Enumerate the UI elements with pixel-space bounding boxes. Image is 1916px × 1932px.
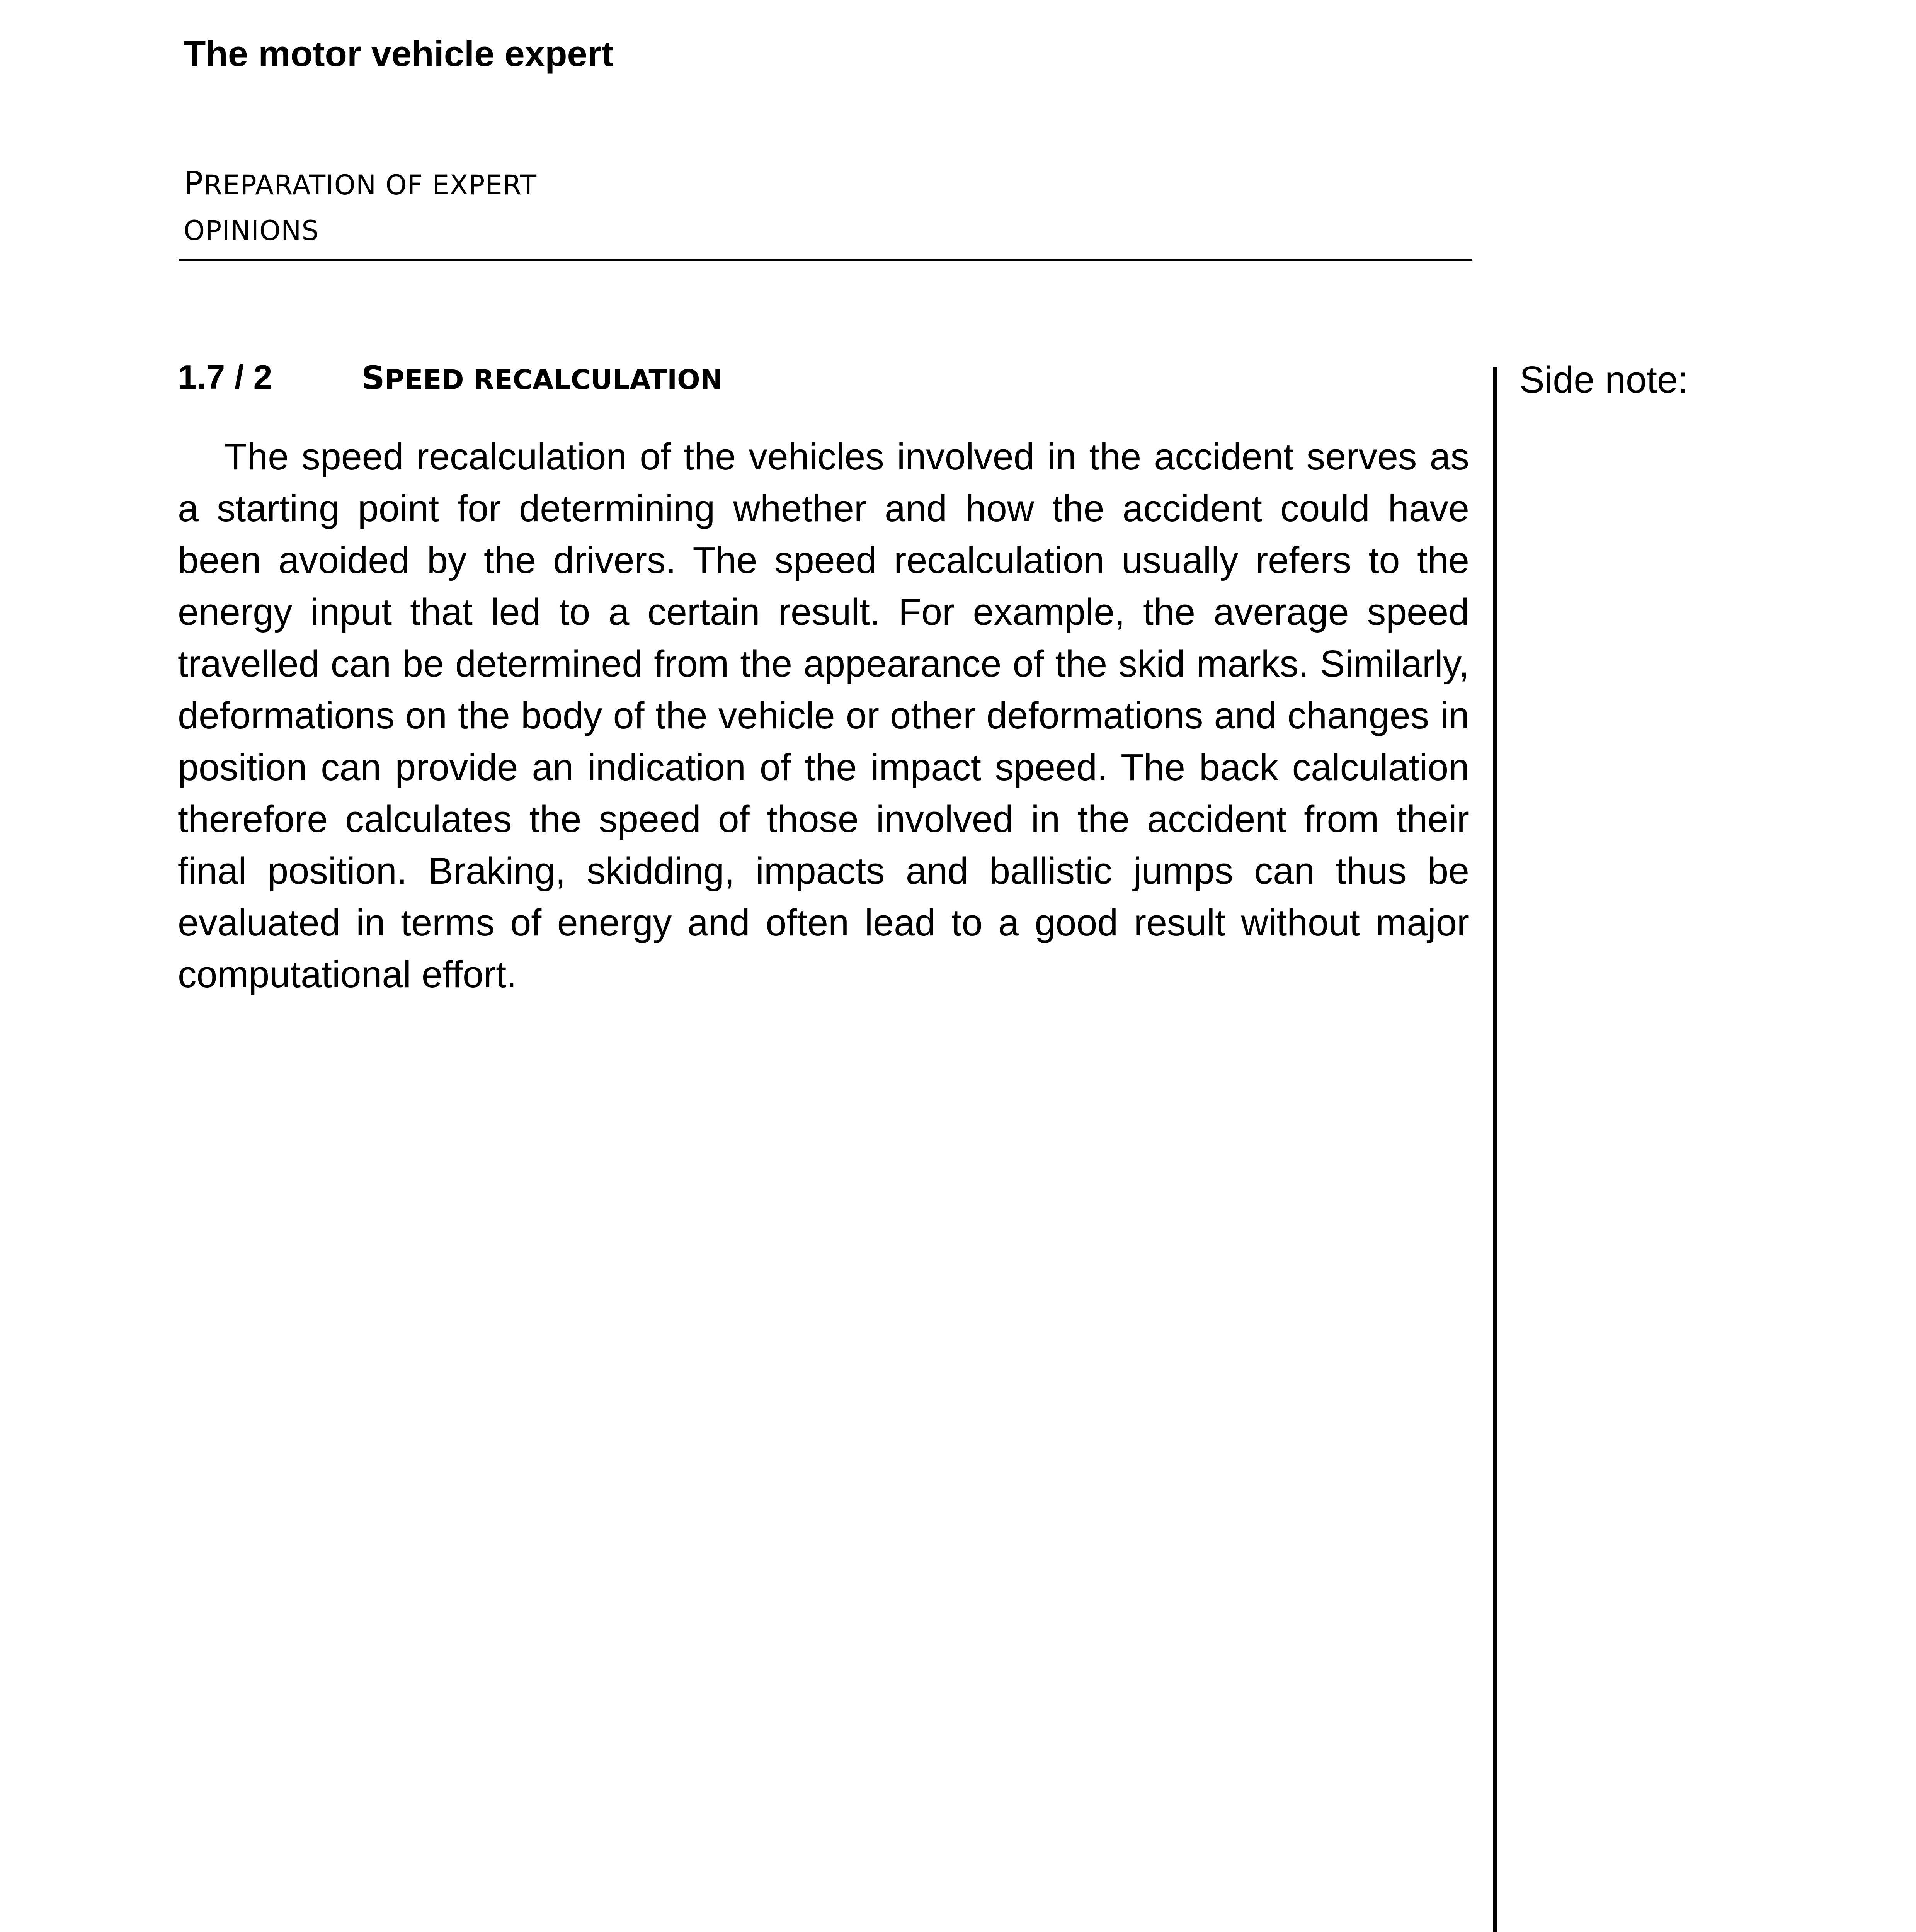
chapter-subtitle (184, 160, 537, 253)
section-heading-initial: S (361, 359, 385, 397)
chapter-subtitle-rest: REPARATION OF EXPERT (203, 169, 537, 201)
chapter-subtitle-line-2: OPINIONS (184, 215, 319, 247)
section-paragraph: The speed recalculation of the vehicles involved in the accident serves as a starting point for determining whether and how the accident could have been avoided by the drivers. The speed recalculation usually refers to the energy input that led to a certain result. For example, the average speed travelled can be determined from the appearance of the skid marks. Similarly, deformations on the body of the vehicle or other deformations and changes in position can provide an indication of the impact speed. The back calculation therefore calculates the speed of those involved in the accident from their final position. Braking, skidding, impacts and ballistic jumps can thus be evaluated in terms of energy and often lead to a good result without major computational effort. (178, 435, 1469, 995)
section-heading-rest: PEED RECALCULATION (385, 364, 723, 396)
document-title: The motor vehicle expert (184, 33, 614, 74)
chapter-subtitle-line-1 (184, 160, 537, 208)
section-heading (361, 359, 723, 397)
chapter-subtitle-initial: P (184, 164, 204, 202)
side-note-label: Side note: (1520, 359, 1688, 401)
section-number: 1.7 / 2 (178, 358, 272, 396)
margin-divider (1493, 367, 1497, 1932)
header-divider (179, 259, 1472, 261)
